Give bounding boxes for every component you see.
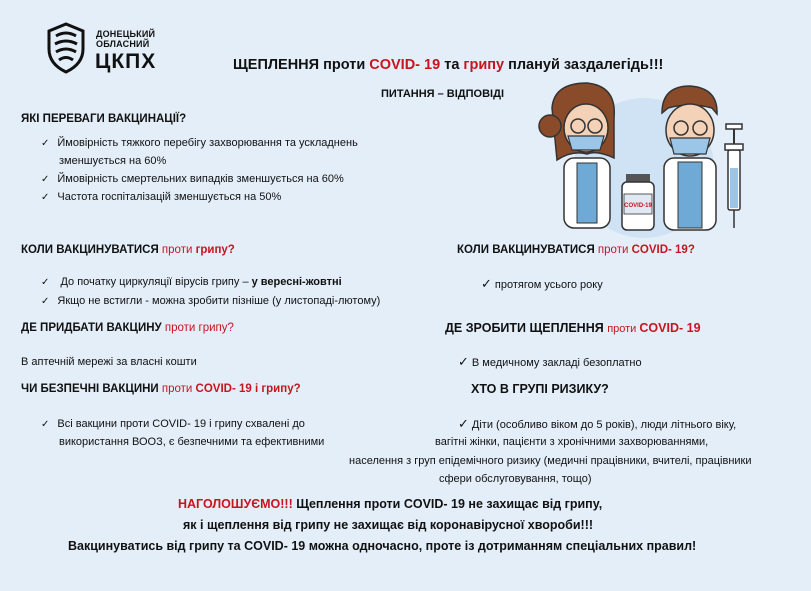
title-part4: грипу — [463, 57, 505, 73]
when-flu-heading-flu: грипу? — [195, 244, 235, 256]
benefit-item-1-cont: зменшується на 60% — [59, 155, 167, 167]
page-subtitle: ПИТАННЯ – ВІДПОВІДІ — [381, 88, 504, 100]
where-covid-item: ✓ В медичному закладі безоплатно — [458, 354, 642, 370]
when-flu-heading-text: КОЛИ ВАКЦИНУВАТИСЯ — [21, 244, 162, 256]
risk-line1: ✓ Діти (особливо віком до 5 років), люди літнього віку, — [458, 416, 736, 432]
when-flu-heading-against: проти — [161, 244, 196, 256]
vaccine-vial-icon — [622, 174, 654, 230]
where-covid-heading-text: ДЕ ЗРОБИТИ ЩЕПЛЕННЯ — [445, 321, 608, 335]
where-covid-heading-against: проти — [607, 323, 640, 335]
benefit-item-3: ✓ Частота госпіталізацій зменшується на 50% — [41, 191, 281, 203]
footer-warning-line3: Вакцинуватись від грипу та COVID- 19 можна одночасно, проте із дотриманням спеціальних правил! — [68, 539, 697, 553]
when-covid-heading-text: КОЛИ ВАКЦИНУВАТИСЯ — [457, 244, 598, 256]
logo-abbr: ЦКПХ — [95, 50, 157, 73]
risk-line2: вагітні жінки, пацієнти з хронічними захворюваннями, — [435, 436, 709, 448]
where-covid-heading — [445, 321, 701, 335]
safe-heading — [21, 383, 301, 395]
when-flu-item-1-text: До початку циркуляції вірусів грипу – — [60, 276, 252, 288]
footer-warning-line2: як і щеплення від грипу не захищає від коронавірусної хвороби!!! — [183, 518, 594, 532]
when-covid-item: ✓ протягом усього року — [481, 276, 603, 292]
risk-heading: ХТО В ГРУПІ РИЗИКУ? — [471, 382, 609, 396]
where-buy-heading — [21, 322, 234, 334]
risk-line4: сфери обслуговування, тощо) — [439, 473, 592, 485]
logo-line2: ОБЛАСНИЙ — [96, 39, 150, 49]
when-flu-item-2: ✓ Якщо не встигли - можна зробити пізніше (у листопаді-лютому) — [41, 295, 380, 307]
safe-item-line2: використання ВООЗ, є безпечними та ефективними — [59, 436, 325, 448]
when-flu-heading — [21, 244, 235, 256]
where-buy-item: В аптечній мережі за власні кошти — [21, 356, 197, 368]
title-part1: ЩЕПЛЕННЯ проти — [233, 57, 370, 73]
safe-heading-text: ЧИ БЕЗПЕЧНІ ВАКЦИНИ — [21, 383, 162, 395]
safe-item-line1: ✓ Всі вакцини проти COVID- 19 і грипу схвалені до — [41, 418, 305, 430]
when-flu-item-1 — [41, 276, 342, 288]
when-covid-heading-covid: COVID- 19? — [631, 244, 695, 256]
title-part2: COVID- 19 — [369, 57, 441, 73]
logo-line1: ДОНЕЦЬКИЙ — [96, 29, 156, 39]
page-title — [233, 57, 663, 73]
when-covid-heading — [457, 244, 695, 256]
where-covid-heading-covid: COVID- 19 — [639, 321, 701, 335]
safe-heading-covid-flu: COVID- 19 і грипу? — [195, 383, 301, 395]
male-doctor-figure — [662, 86, 717, 230]
doctors-illustration — [522, 78, 757, 243]
where-buy-heading-flu: проти грипу? — [164, 322, 234, 334]
benefit-item-1: ✓ Ймовірність тяжкого перебігу захворювання та ускладнень — [41, 137, 358, 149]
benefit-item-2: ✓ Ймовірність смертельних випадків зменшується на 60% — [41, 173, 344, 185]
risk-line3: населення з груп епідемічного ризику (медичні працівники, вчителі, працівники — [349, 455, 752, 467]
benefits-heading: ЯКІ ПЕРЕВАГИ ВАКЦИНАЦІЇ? — [21, 113, 187, 125]
vial-label: COVID-19 — [624, 203, 652, 209]
safe-heading-against: проти — [161, 383, 196, 395]
title-part3: та — [440, 57, 464, 73]
when-covid-heading-against: проти — [597, 244, 632, 256]
title-part5: плануй заздалегідь!!! — [504, 57, 664, 73]
footer-warning-line1 — [178, 497, 602, 511]
where-buy-heading-text: ДЕ ПРИДБАТИ ВАКЦИНУ — [21, 322, 165, 334]
logo-shield-icon — [46, 22, 86, 74]
syringe-icon — [725, 124, 743, 228]
footer-warning-emphasis: НАГОЛОШУЄМО!!! — [178, 497, 293, 511]
when-flu-item-1-months: у вересні-жовтні — [251, 276, 342, 288]
footer-warning-text: Щеплення проти COVID- 19 не захищає від грипу, — [292, 497, 603, 511]
